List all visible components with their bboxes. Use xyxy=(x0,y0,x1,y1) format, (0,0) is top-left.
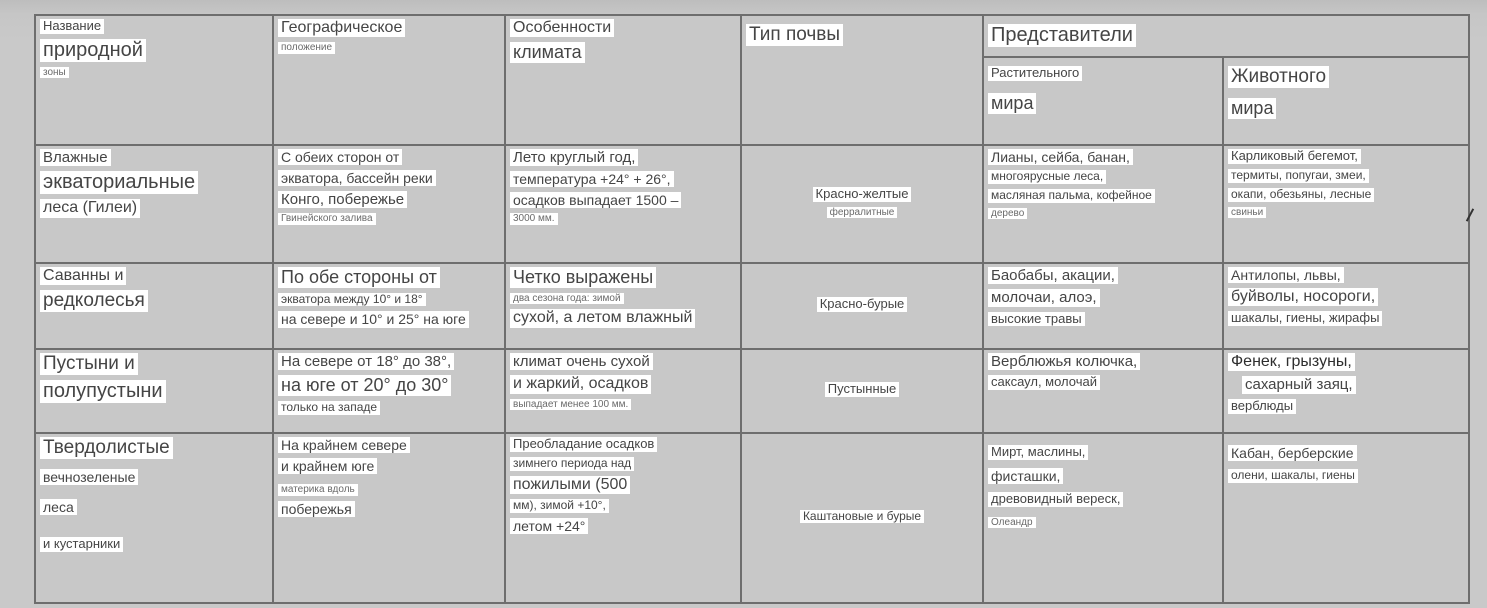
cell-line: высокие травы xyxy=(988,312,1085,327)
cell-line: леса xyxy=(40,499,77,515)
cell-line: только на западе xyxy=(278,401,380,415)
cell-line: пожилыми (500 xyxy=(510,476,630,494)
cell-line: олени, шакалы, гиены xyxy=(1228,469,1358,483)
cell-line: Антилопы, львы, xyxy=(1228,267,1344,283)
cell-line: фисташки, xyxy=(988,468,1063,484)
cell-line: материка вдоль xyxy=(278,484,358,496)
cell-line: мм), зимой +10°, xyxy=(510,499,609,513)
cell-soil xyxy=(741,263,983,349)
cell-geo xyxy=(273,145,505,263)
cell-climate xyxy=(505,263,741,349)
cell-line: сахарный заяц, xyxy=(1242,376,1356,393)
cell-animals xyxy=(1223,145,1469,263)
cell-geo xyxy=(273,433,505,603)
cell-line: осадков выпадает 1500 – xyxy=(510,192,681,208)
cell-line: древовидный вереск, xyxy=(988,492,1123,507)
cell-line: вечнозеленые xyxy=(40,469,138,485)
header-animals xyxy=(1223,57,1469,145)
table-row xyxy=(35,263,1469,349)
cell-line: Лианы, сейба, банан, xyxy=(988,149,1133,165)
cell-line: Конго, побережье xyxy=(278,191,407,208)
cell-line: леса (Гилеи) xyxy=(40,199,140,217)
cell-geo xyxy=(273,349,505,433)
cell-soil xyxy=(741,349,983,433)
header-zone xyxy=(35,15,273,145)
cell-plants xyxy=(983,349,1223,433)
cell-line: верблюды xyxy=(1228,399,1296,414)
table-row xyxy=(35,145,1469,263)
cell-line: Верблюжья колючка, xyxy=(988,353,1140,370)
cell-line: Саванны и xyxy=(40,267,126,285)
cell-line: дерево xyxy=(988,208,1027,220)
cell-line: Кабан, берберские xyxy=(1228,445,1357,461)
cell-zone xyxy=(35,349,273,433)
cell-line: на севере и 10° и 25° на юге xyxy=(278,311,469,327)
cell-line: Пустыни и xyxy=(40,353,138,375)
cell-line: Влажные xyxy=(40,149,111,166)
cell-animals xyxy=(1223,433,1469,603)
cell-line: на юге от 20° до 30° xyxy=(278,375,451,396)
cell-animals xyxy=(1223,349,1469,433)
cell-line: На севере от 18° до 38°, xyxy=(278,353,454,370)
header-climate-line: Особенности xyxy=(510,19,614,37)
cell-line: термиты, попугаи, змеи, xyxy=(1228,169,1369,183)
cell-line: Баобабы, акации, xyxy=(988,267,1118,284)
header-plants-line: мира xyxy=(988,93,1036,114)
cell-line: зимнего периода над xyxy=(510,457,634,471)
table-row xyxy=(35,349,1469,433)
header-representatives xyxy=(983,15,1469,57)
header-geo-line: положение xyxy=(278,42,335,54)
header-reps-label: Представители xyxy=(988,24,1136,47)
cell-line: ферралитные xyxy=(827,207,898,219)
cell-climate xyxy=(505,145,741,263)
cell-line: выпадает менее 100 мм. xyxy=(510,399,631,411)
cell-line: два сезона года: зимой xyxy=(510,293,624,305)
cell-line: Олеандр xyxy=(988,517,1036,529)
cell-zone xyxy=(35,433,273,603)
cell-line: Лето круглый год, xyxy=(510,149,638,166)
cell-line: многоярусные леса, xyxy=(988,170,1106,184)
cell-line: климат очень сухой xyxy=(510,353,653,370)
cell-line: полупустыни xyxy=(40,380,166,403)
cell-line: Пустынные xyxy=(825,382,899,397)
cell-geo xyxy=(273,263,505,349)
cell-plants xyxy=(983,433,1223,603)
header-animals-line: мира xyxy=(1228,98,1276,119)
header-animals-line: Животного xyxy=(1228,66,1329,88)
cell-line: На крайнем севере xyxy=(278,437,410,453)
cell-line: температура +24° + 26°, xyxy=(510,171,674,187)
cell-line: Твердолистые xyxy=(40,437,173,459)
cell-line: Преобладание осадков xyxy=(510,437,657,452)
header-zone-line: Название xyxy=(40,19,104,34)
cell-line: летом +24° xyxy=(510,518,588,534)
cell-line: Каштановые и бурые xyxy=(800,510,924,524)
cell-climate xyxy=(505,349,741,433)
header-geo-line: Географическое xyxy=(278,19,405,37)
cell-line: и крайнем юге xyxy=(278,458,377,474)
cell-line: и кустарники xyxy=(40,537,123,552)
header-climate-line: климата xyxy=(510,42,585,63)
cell-line: Карликовый бегемот, xyxy=(1228,149,1361,164)
cell-climate xyxy=(505,433,741,603)
cell-line: масляная пальма, кофейное xyxy=(988,189,1155,203)
cell-animals xyxy=(1223,263,1469,349)
cell-line: экваториальные xyxy=(40,171,198,194)
header-soil xyxy=(741,15,983,145)
cell-line: шакалы, гиены, жирафы xyxy=(1228,311,1382,326)
cell-line: редколесья xyxy=(40,290,148,312)
cell-zone xyxy=(35,263,273,349)
header-climate xyxy=(505,15,741,145)
cell-zone xyxy=(35,145,273,263)
cell-line: свиньи xyxy=(1228,207,1266,219)
cell-line: 3000 мм. xyxy=(510,213,558,225)
cell-line: Гвинейского залива xyxy=(278,213,376,225)
cell-line: окапи, обезьяны, лесные xyxy=(1228,188,1374,202)
cell-line: Красно-желтые xyxy=(813,187,912,202)
table-row xyxy=(35,433,1469,603)
header-soil-label: Тип почвы xyxy=(746,24,843,46)
cell-plants xyxy=(983,263,1223,349)
cell-line: Четко выражены xyxy=(510,267,656,288)
cell-line: С обеих сторон от xyxy=(278,149,402,165)
cell-line: По обе стороны от xyxy=(278,267,440,288)
cell-line: экватора между 10° и 18° xyxy=(278,293,426,307)
cell-line: экватора, бассейн реки xyxy=(278,170,436,186)
cell-line: саксаул, молочай xyxy=(988,375,1100,390)
header-zone-line: природной xyxy=(40,39,146,62)
cell-plants xyxy=(983,145,1223,263)
cell-line: Мирт, маслины, xyxy=(988,445,1088,460)
cell-line: побережья xyxy=(278,501,355,517)
header-geo xyxy=(273,15,505,145)
cell-line: и жаркий, осадков xyxy=(510,375,651,393)
cell-line: Фенек, грызуны, xyxy=(1228,353,1355,371)
cell-soil xyxy=(741,145,983,263)
cell-line: молочаи, алоэ, xyxy=(988,289,1100,306)
cell-line: сухой, а летом влажный xyxy=(510,309,695,327)
cell-soil xyxy=(741,433,983,603)
cell-line: буйволы, носороги, xyxy=(1228,288,1378,306)
header-plants-line: Растительного xyxy=(988,66,1082,81)
header-plants xyxy=(983,57,1223,145)
header-zone-line: зоны xyxy=(40,67,69,79)
cell-line: Красно-бурые xyxy=(817,297,908,312)
natural-zones-table xyxy=(34,14,1470,604)
